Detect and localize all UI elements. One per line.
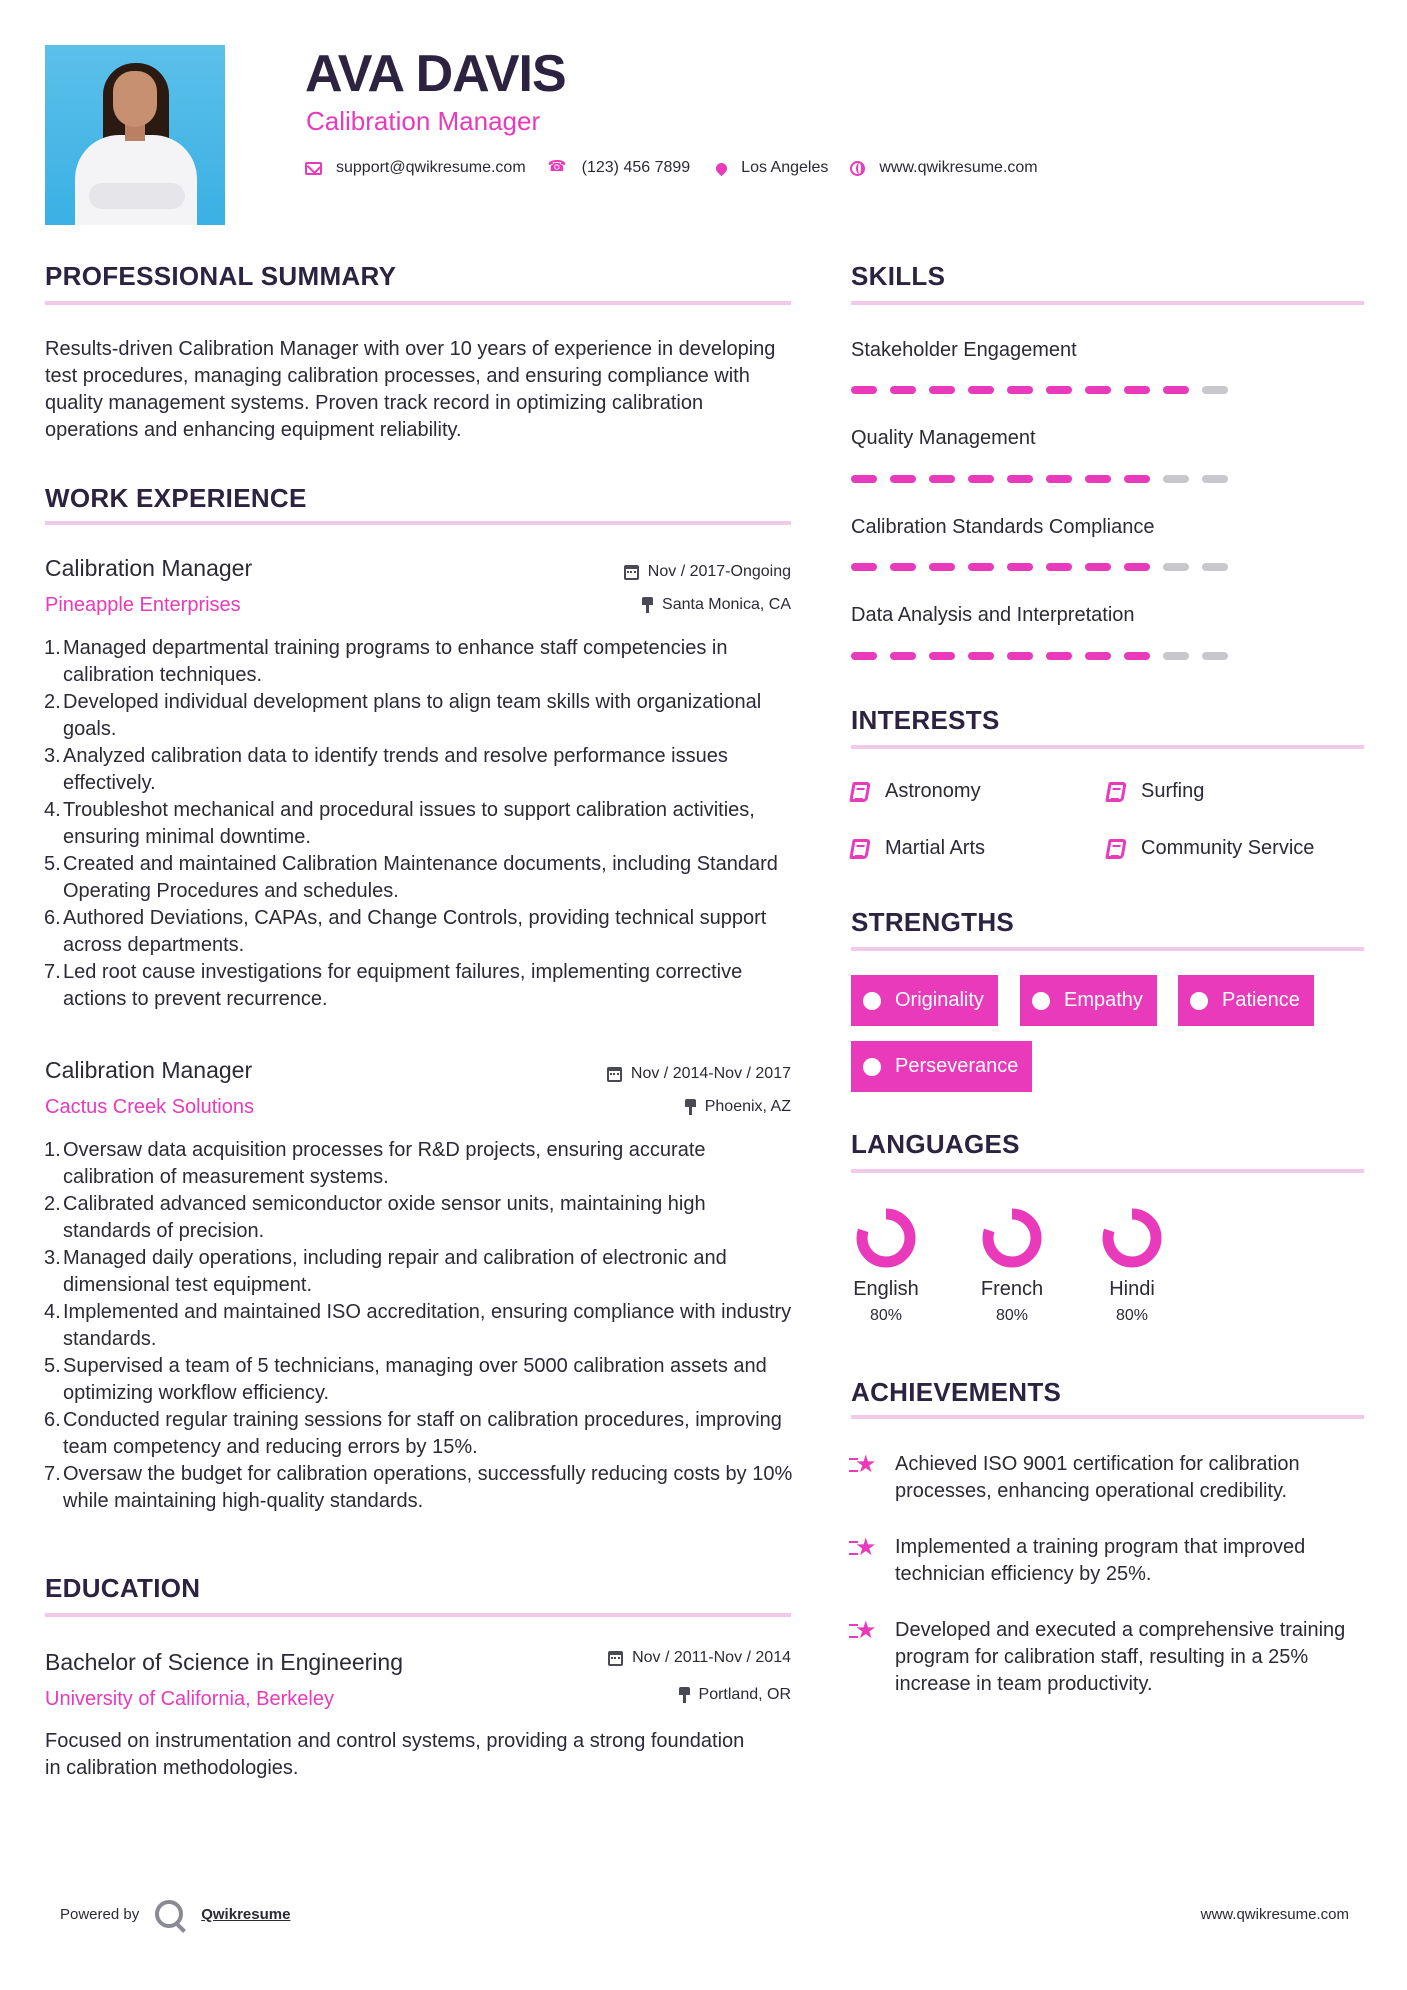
skill-dot-filled <box>968 563 994 571</box>
book-icon <box>1105 782 1127 802</box>
achievements-heading: ACHIEVEMENTS <box>851 1377 1062 1407</box>
summary-heading: PROFESSIONAL SUMMARY <box>45 261 397 291</box>
footer-powered-by <box>60 1900 290 1928</box>
education-rule <box>45 1613 791 1617</box>
list-item: 5. Supervised a team of 5 technicians, managing over 5000 calibration assets and optimizing workflow efficiency. <box>44 1355 767 1404</box>
job-1-title: Calibration Manager <box>45 555 253 581</box>
list-item: 3. Analyzed calibration data to identify trends and resolve performance issues effectively. <box>44 745 728 794</box>
interest-item: Astronomy <box>851 780 981 803</box>
contact-website[interactable]: www.qwikresume.com <box>879 159 1038 176</box>
book-icon <box>849 839 871 859</box>
job-2-bullets <box>44 1137 796 1515</box>
skill-dot-filled <box>1046 563 1072 571</box>
language-name: Hindi <box>1109 1278 1155 1300</box>
skill-bar <box>851 475 1241 483</box>
language-percent: 80% <box>869 1307 903 1324</box>
skill-dot-filled <box>1085 475 1111 483</box>
skill-bar <box>851 652 1241 660</box>
calendar-icon <box>624 565 639 580</box>
skill-dot-filled <box>929 563 955 571</box>
globe-icon <box>850 161 865 176</box>
star-icon <box>851 1617 877 1644</box>
education-degree: Bachelor of Science in Engineering <box>45 1649 404 1675</box>
qwikresume-logo-icon <box>155 1900 183 1928</box>
skill-name: Stakeholder Engagement <box>851 339 1077 361</box>
interests-heading: INTERESTS <box>851 705 1000 735</box>
job-1-date <box>480 563 791 581</box>
skill-dot-filled <box>1007 475 1033 483</box>
education-text: Focused on instrumentation and control systems, providing a strong foundation in calibration methodologies. <box>45 1730 745 1779</box>
skill-dot-filled <box>890 475 916 483</box>
list-item: 7. Oversaw the budget for calibration operations, successfully reducing costs by 10% while maintaining high-quality standards. <box>44 1463 793 1512</box>
interests-rule <box>851 745 1364 749</box>
star-icon <box>851 1451 877 1478</box>
skills-rule <box>851 301 1364 305</box>
skill-dot-empty <box>1202 386 1228 394</box>
skill-dot-filled <box>1007 563 1033 571</box>
calendar-icon <box>607 1067 622 1082</box>
list-item: 2. Calibrated advanced semiconductor oxide sensor units, maintaining high standards of precision. <box>44 1193 706 1242</box>
skill-name: Calibration Standards Compliance <box>851 516 1155 538</box>
job-1-location-text: Santa Monica, CA <box>662 596 791 613</box>
skill-dot-empty <box>1202 563 1228 571</box>
list-item: 3. Managed daily operations, including repair and calibration of electronic and dimensional test equipment. <box>44 1247 727 1296</box>
experience-heading: WORK EXPERIENCE <box>45 483 307 513</box>
strengths-rule <box>851 947 1364 951</box>
job-1-location <box>480 596 791 614</box>
contact-phone[interactable]: (123) 456 7899 <box>581 159 691 176</box>
calendar-icon <box>608 1651 623 1666</box>
job-2-company: Cactus Creek Solutions <box>45 1096 254 1118</box>
skill-dot-filled <box>1163 386 1189 394</box>
language-ring-arc <box>862 1214 910 1262</box>
languages-rule <box>851 1169 1364 1173</box>
contact-location: Los Angeles <box>741 159 829 176</box>
job-2-date-text: Nov / 2014-Nov / 2017 <box>630 1065 791 1082</box>
skill-bar <box>851 563 1241 571</box>
job-1-company: Pineapple Enterprises <box>45 594 241 616</box>
language-item <box>967 1206 1057 1325</box>
candidate-role: Calibration Manager <box>306 106 541 136</box>
education-location-text: Portland, OR <box>698 1686 791 1703</box>
skill-dot-filled <box>1046 386 1072 394</box>
skills-heading: SKILLS <box>851 261 946 291</box>
skill-dot-filled <box>851 386 877 394</box>
skill-dot-filled <box>1046 475 1072 483</box>
qwikresume-link[interactable]: Qwikresume <box>201 1905 291 1923</box>
skill-dot-filled <box>851 652 877 660</box>
footer-site-link[interactable]: www.qwikresume.com <box>1200 1906 1349 1923</box>
list-item: 1. Managed departmental training programs to enhance staff competencies in calibration techniques. <box>44 637 728 686</box>
skill-dot-filled <box>890 563 916 571</box>
skill-dot-filled <box>929 652 955 660</box>
job-2-title: Calibration Manager <box>45 1057 253 1083</box>
achievement-item: ★ Developed and executed a comprehensive training program for calibration staff, resulting in a 25% increase in team productivity. <box>851 1617 1364 1698</box>
language-percent: 80% <box>995 1307 1029 1324</box>
skill-dot-filled <box>1007 386 1033 394</box>
interest-item: Surfing <box>1107 780 1204 803</box>
summary-text: Results-driven Calibration Manager with over 10 years of experience in developing test procedures, managing calibration processes, and ensuring compliance with quality management systems. Proven track record in optimizing calibration operations and enhancing equipment reliability. <box>45 338 776 441</box>
skill-dot-filled <box>1085 386 1111 394</box>
interest-item: Community Service <box>1107 837 1314 860</box>
job-1-date-text: Nov / 2017-Ongoing <box>647 563 791 580</box>
skill-name: Data Analysis and Interpretation <box>851 604 1135 626</box>
strengths-heading: STRENGTHS <box>851 907 1015 937</box>
skill-dot-filled <box>1085 563 1111 571</box>
mail-icon <box>305 162 322 175</box>
skill-dot-empty <box>1202 652 1228 660</box>
contact-email[interactable]: support@qwikresume.com <box>336 159 526 176</box>
contact-bar <box>305 158 1060 178</box>
list-item: 4. Implemented and maintained ISO accreditation, ensuring compliance with industry standards. <box>44 1301 792 1350</box>
skill-dot-filled <box>968 386 994 394</box>
list-item: 6. Authored Deviations, CAPAs, and Change Controls, providing technical support across departments. <box>44 907 767 956</box>
strength-chip: Perseverance <box>851 1041 1032 1092</box>
phone-icon <box>548 158 568 178</box>
strength-chip: Empathy <box>1020 975 1157 1026</box>
candidate-name: AVA DAVIS <box>305 45 566 103</box>
badge-icon <box>863 992 881 1010</box>
language-name: French <box>980 1278 1044 1300</box>
language-percent: 80% <box>1115 1307 1149 1324</box>
language-ring <box>854 1206 918 1270</box>
interest-item: Martial Arts <box>851 837 985 860</box>
skill-dot-filled <box>890 386 916 394</box>
education-school: University of California, Berkeley <box>45 1688 334 1710</box>
skill-bar <box>851 386 1241 394</box>
skill-dot-filled <box>1085 652 1111 660</box>
languages-heading: LANGUAGES <box>851 1129 1020 1159</box>
language-ring-arc <box>1108 1214 1156 1262</box>
language-item <box>1087 1206 1177 1325</box>
skill-dot-filled <box>1046 652 1072 660</box>
job-1-bullets <box>44 635 796 1013</box>
skill-dot-filled <box>968 475 994 483</box>
language-ring <box>1100 1206 1164 1270</box>
education-heading: EDUCATION <box>45 1573 201 1603</box>
skill-dot-empty <box>1163 475 1189 483</box>
language-name: English <box>853 1278 919 1300</box>
job-2-location-text: Phoenix, AZ <box>704 1098 791 1115</box>
book-icon <box>849 782 871 802</box>
strength-chip: Patience <box>1178 975 1314 1026</box>
strength-chip: Originality <box>851 975 998 1026</box>
skill-dot-filled <box>968 652 994 660</box>
badge-icon <box>863 1058 881 1076</box>
location-pin-icon <box>714 160 730 176</box>
achievements-rule <box>851 1415 1364 1419</box>
education-date <box>480 1649 791 1667</box>
list-item: 4. Troubleshot mechanical and procedural issues to support calibration activities, ensuring minimal downtime. <box>44 799 755 848</box>
skill-name: Quality Management <box>851 427 1036 449</box>
education-date-text: Nov / 2011-Nov / 2014 <box>632 1649 791 1666</box>
experience-rule <box>45 521 791 525</box>
skill-dot-filled <box>1124 475 1150 483</box>
skill-dot-empty <box>1202 475 1228 483</box>
pushpin-icon <box>642 597 653 613</box>
badge-icon <box>1190 992 1208 1010</box>
language-ring-arc <box>988 1214 1036 1262</box>
book-icon <box>1105 839 1127 859</box>
language-ring <box>980 1206 1044 1270</box>
skill-dot-filled <box>929 475 955 483</box>
skill-dot-empty <box>1163 652 1189 660</box>
list-item: 6. Conducted regular training sessions for staff on calibration procedures, improving team competency and reducing errors by 15%. <box>44 1409 782 1458</box>
achievement-item: ★ Achieved ISO 9001 certification for calibration processes, enhancing operational credibility. <box>851 1451 1364 1505</box>
language-item <box>841 1206 931 1325</box>
skill-dot-filled <box>1124 563 1150 571</box>
powered-by-label: Powered by <box>60 1905 140 1923</box>
pushpin-icon <box>685 1099 696 1115</box>
skill-dot-filled <box>851 475 877 483</box>
skill-dot-filled <box>1124 386 1150 394</box>
list-item: 2. Developed individual development plans to align team skills with organizational goals. <box>44 691 762 740</box>
list-item: 7. Led root cause investigations for equipment failures, implementing corrective actions to prevent recurrence. <box>44 961 743 1010</box>
badge-icon <box>1032 992 1050 1010</box>
skill-dot-filled <box>1124 652 1150 660</box>
profile-photo <box>45 45 225 225</box>
star-icon <box>851 1534 877 1561</box>
job-2-date <box>480 1065 791 1083</box>
pushpin-icon <box>679 1687 690 1703</box>
skill-dot-filled <box>1007 652 1033 660</box>
skill-dot-filled <box>929 386 955 394</box>
achievement-item: ★ Implemented a training program that improved technician efficiency by 25%. <box>851 1534 1364 1588</box>
skill-dot-empty <box>1163 563 1189 571</box>
education-location <box>480 1686 791 1704</box>
skill-dot-filled <box>851 563 877 571</box>
job-2-location <box>480 1098 791 1116</box>
list-item: 1. Oversaw data acquisition processes for R&D projects, ensuring accurate calibration of measurement systems. <box>44 1139 706 1188</box>
list-item: 5. Created and maintained Calibration Maintenance documents, including Standard Operating Procedures and schedules. <box>44 853 778 902</box>
summary-rule <box>45 301 791 305</box>
skill-dot-filled <box>890 652 916 660</box>
